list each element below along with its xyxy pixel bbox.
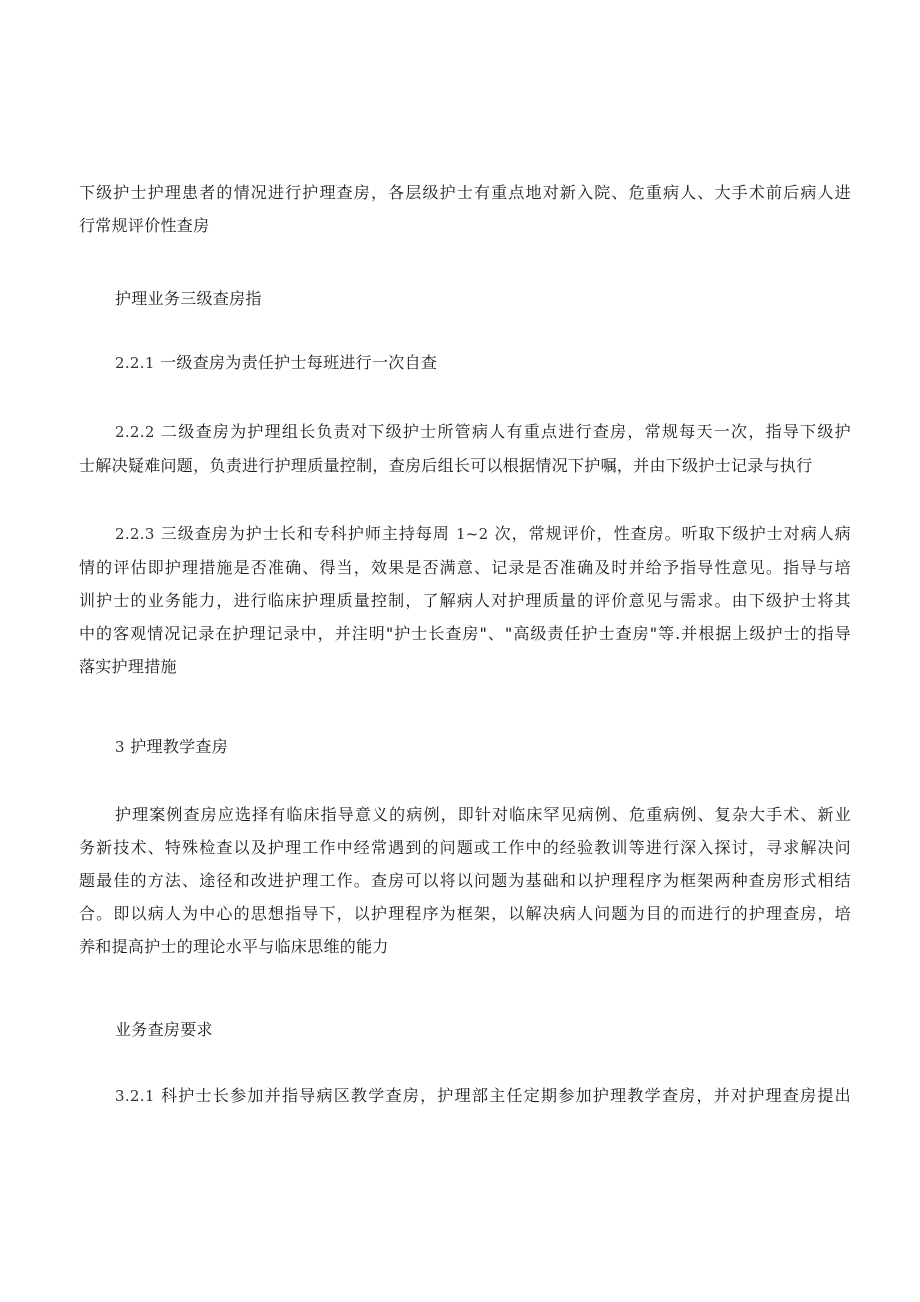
text-line: 训护士的业务能力，进行临床护理质量控制，了解病人对护理质量的评价意见与需求。由下级护士将其 (79, 591, 851, 610)
text-line (79, 517, 851, 551)
paragraph-3-2-1 (79, 1079, 851, 1113)
text-line: 养和提高护士的理论水平与临床思维的能力 (79, 937, 389, 956)
paragraph-text: 次，常规评价，性查房。听取下级护士对病人病 (494, 524, 851, 543)
paragraph-2-2-2 (79, 415, 851, 482)
text-line: 中的客观情况记录在护理记录中，并注明"护士长查房"、"高级责任护士查房"等.并根据上级护士的指导 (79, 624, 851, 643)
paragraph-case-rounds (79, 798, 851, 963)
text-line: 行常规评价性查房 (79, 216, 210, 235)
section-number: 2.2.2 (115, 423, 155, 441)
text-line: 情的评估即护理措施是否准确、得当，效果是否满意、记录是否准确及时并给予指导性意见。指导与培 (79, 558, 851, 577)
text-line: 下级护士护理患者的情况进行护理查房，各层级护士有重点地对新入院、危重病人、大手术前后病人进 (79, 183, 851, 202)
paragraph-2-2-1 (79, 346, 887, 380)
paragraph-text: 二级查房为护理组长负责对下级护士所管病人有重点进行查房，常规每天一次，指导下级护 (161, 422, 851, 441)
text-line: 题最佳的方法、途径和改进护理工作。查房可以将以问题为基础和以护理程序为框架两种查房形式相结 (79, 871, 851, 890)
section-heading (79, 1013, 887, 1046)
frequency-range: 1~2 (455, 525, 489, 543)
paragraph-2-2-3 (79, 517, 851, 683)
text-line: 合。即以病人为中心的思想指导下，以护理程序为框架，以解决病人问题为目的而进行的护理查房，培 (79, 904, 851, 923)
section-number: 3.2.1 (115, 1087, 155, 1105)
heading-text: 护理业务三级查房指 (115, 289, 262, 308)
paragraph-text: 三级查房为护士长和专科护师主持每周 (160, 524, 450, 543)
text-line (115, 346, 887, 380)
heading-text: 业务查房要求 (115, 1020, 213, 1039)
text-line (115, 730, 887, 764)
text-line (79, 415, 851, 449)
paragraph-text: 一级查房为责任护士每班进行一次自查 (160, 353, 438, 372)
text-line: 士解决疑难问题，负责进行护理质量控制，查房后组长可以根据情况下护嘱，并由下级护士记录与执行 (79, 456, 813, 475)
section-number: 3 (115, 738, 125, 756)
text-line: 护理案例查房应选择有临床指导意义的病例，即针对临床罕见病例、危重病例、复杂大手术、新业 (115, 805, 851, 824)
text-line: 务新技术、特殊检查以及护理工作中经常遇到的问题或工作中的经验教训等进行深入探讨，寻求解决问 (79, 838, 851, 857)
text-line: 落实护理措施 (79, 657, 177, 676)
paragraph-intro (79, 176, 851, 242)
text-line (79, 1079, 851, 1113)
paragraph-text: 科护士长参加并指导病区教学查房，护理部主任定期参加护理教学查房，并对护理查房提出 (161, 1086, 851, 1105)
section-number: 2.2.1 (115, 354, 155, 372)
section-number: 2.2.3 (115, 525, 155, 543)
heading-text: 护理教学查房 (130, 737, 229, 756)
section-heading-3 (79, 730, 887, 764)
section-heading (79, 282, 887, 315)
